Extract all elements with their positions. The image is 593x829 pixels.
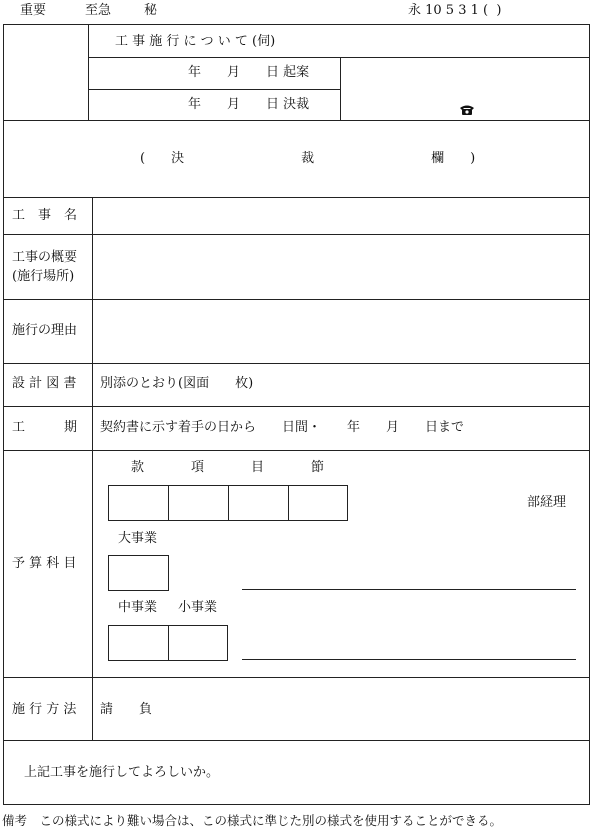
request-text: 上記工事を施行してよろしいか。: [24, 765, 220, 780]
budget-header-kou: 項: [191, 460, 205, 475]
document-number: 永 10 5 3 1 ( ): [408, 3, 502, 18]
budget-box-setsu[interactable]: [288, 485, 348, 521]
telephone-icon: [459, 104, 475, 116]
divider: [3, 299, 590, 300]
method-label: 施 行 方 法: [12, 702, 77, 717]
department-manager-label: 部経理: [527, 495, 567, 510]
divider: [3, 677, 590, 678]
divider: [3, 120, 590, 121]
mid-project-box[interactable]: [108, 625, 169, 661]
budget-header-moku: 目: [251, 460, 265, 475]
reason-label: 施行の理由: [12, 323, 78, 338]
small-project-label: 小事業: [178, 600, 218, 615]
budget-box-kan[interactable]: [108, 485, 169, 521]
large-project-box[interactable]: [108, 555, 169, 591]
importance-label: 重要: [20, 3, 47, 18]
design-docs-label: 設 計 図 書: [12, 376, 77, 391]
work-name-label: 工 事 名: [12, 208, 78, 223]
urgent-label: 至急: [85, 3, 112, 18]
divider: [3, 234, 590, 235]
divider: [3, 406, 590, 407]
period-label: 工 期: [12, 420, 78, 435]
decision-date: 年 月 日 決裁: [188, 97, 310, 112]
budget-box-moku[interactable]: [228, 485, 289, 521]
budget-header-kan: 款: [131, 460, 145, 475]
divider: [88, 24, 89, 121]
footer-note: 備考 この様式により難い場合は、この様式に準じた別の様式を使用することができる。: [2, 813, 503, 828]
divider: [88, 89, 341, 90]
budget-header-setsu: 節: [311, 460, 325, 475]
label-column-divider: [92, 197, 93, 741]
divider: [3, 740, 590, 741]
budget-label: 予 算 科 目: [12, 556, 77, 571]
divider: [88, 57, 590, 58]
method-value: 請 負: [100, 702, 153, 717]
secret-label: 秘: [144, 3, 158, 18]
period-value: 契約書に示す着手の日から 日間・ 年 月 日まで: [100, 420, 465, 435]
overview-label: 工事の概要: [12, 250, 78, 265]
divider: [340, 57, 341, 121]
mid-project-label: 中事業: [118, 600, 158, 615]
budget-box-kou[interactable]: [168, 485, 229, 521]
small-project-box[interactable]: [168, 625, 228, 661]
decision-column-label: ( 決 裁 欄 ): [140, 151, 476, 166]
design-docs-value: 別添のとおり(図面 枚): [100, 376, 254, 391]
draft-date: 年 月 日 起案: [188, 65, 310, 80]
signature-line-2: [242, 659, 576, 660]
divider: [3, 363, 590, 364]
divider: [3, 450, 590, 451]
signature-line-1: [242, 589, 576, 590]
overview-location-label: (施行場所): [12, 269, 75, 284]
large-project-label: 大事業: [118, 531, 158, 546]
approval-title: 工 事 施 行 に つ い て (伺): [115, 34, 276, 49]
